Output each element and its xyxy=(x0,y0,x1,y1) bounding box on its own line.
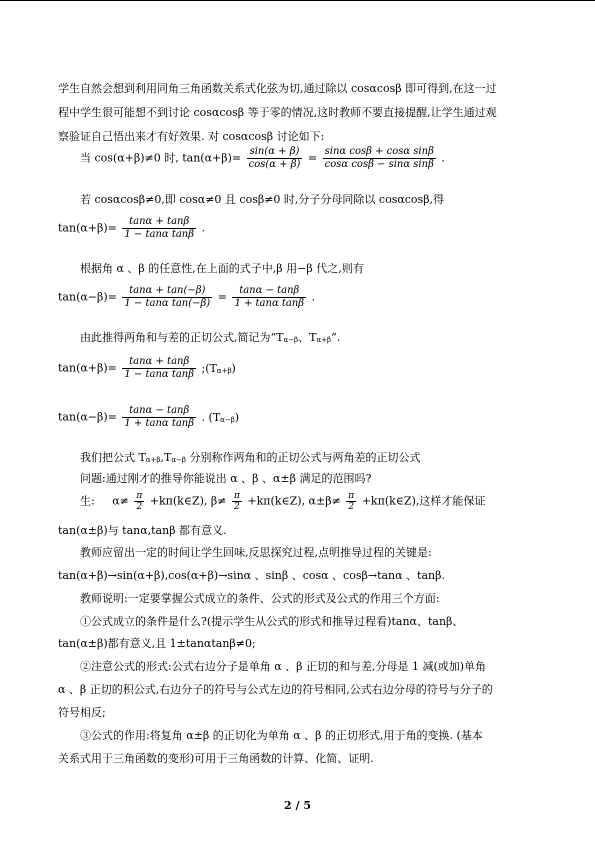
denominator: 2 xyxy=(136,502,143,512)
fraction xyxy=(323,146,436,171)
denominator: 1 + tanα tanβ xyxy=(124,418,195,429)
numerator: sinα cosβ + cosα sinβ xyxy=(324,146,434,157)
text-line: ②注意公式的形式:公式右边分子是单角 α 、β 正切的和与差,分母是 1 减(或加)单角 xyxy=(80,660,487,673)
fraction-pi-over-2 xyxy=(346,491,356,512)
text-run: +kπ(k∈Z),这样才能保证 xyxy=(361,494,486,508)
equation-tan-sum xyxy=(58,216,205,241)
text-run: 、T xyxy=(298,331,317,344)
subscript: α+β xyxy=(145,456,161,464)
numerator: tanα − tanβ xyxy=(232,285,306,298)
denominator: 1 − tanα tanβ xyxy=(124,369,195,380)
text-line: ③公式的作用:将复角 α±β 的正切化为单角 α 、β 的正切形式,用于角的变换. (基本 xyxy=(80,729,483,742)
eq-prefix: tan(α−β)= xyxy=(58,410,117,424)
formula-t-alpha-minus-beta xyxy=(58,405,239,430)
text-line: tan(α+β)→sin(α+β),cos(α+β)→sinα 、sinβ 、cosα 、cosβ→tanα 、tanβ. xyxy=(58,569,445,582)
text-run: α≠ xyxy=(112,494,129,508)
equals-sign: = xyxy=(307,151,318,165)
text-line: 察验证自己悟出来才有好效果. 对 cosαcosβ 讨论如下: xyxy=(58,130,325,143)
tag-text: ;(T xyxy=(201,361,217,375)
text-line: 关系式用于三角函数的变形)可用于三角函数的计算、化简、证明. xyxy=(58,752,374,765)
text-run: 分别称作两角和的正切公式与两角差的正切公式 xyxy=(185,451,421,464)
page-number: 2 / 5 xyxy=(284,799,311,812)
fraction xyxy=(232,285,306,310)
eq-prefix: tan(α−β)= xyxy=(58,290,117,304)
text-run: 由此推得两角和与差的正切公式,简记为“T xyxy=(80,331,284,344)
formula-tag xyxy=(202,362,236,375)
subscript: α+β xyxy=(216,366,232,375)
denominator: 1 + tanα tanβ xyxy=(234,298,305,309)
numerator: π xyxy=(348,491,355,501)
text-line: 学生自然会想到利用同角三角函数关系式化弦为切,通过除以 cosαcosβ 即可得到,在这一过 xyxy=(58,82,497,95)
subscript: α−β xyxy=(171,456,186,464)
text-run: ,T xyxy=(160,451,172,464)
text-line: ①公式成立的条件是什么?(提示学生从公式的形式和推导过程看)tanα、tanβ、 xyxy=(80,615,464,628)
numerator: tanα − tanβ xyxy=(122,405,196,418)
eq-suffix: . xyxy=(311,290,316,304)
text-line: 若 cosαcosβ≠0,即 cosα≠0 且 cosβ≠0 时,分子分母同除以 cosαcosβ,得 xyxy=(80,193,445,206)
numerator: tanα + tanβ xyxy=(122,216,196,229)
numerator: tanα + tanβ xyxy=(122,356,196,369)
fraction-pi-over-2 xyxy=(232,491,242,512)
text-line: 根据角 α 、β 的任意性,在上面的式子中,β 用−β 代之,则有 xyxy=(80,262,364,275)
tag-text: . (T xyxy=(201,410,221,424)
eq-prefix: tan(α+β)= xyxy=(58,221,117,235)
text-line: tan(α±β)与 tanα,tanβ 都有意义. xyxy=(58,524,227,537)
text-line xyxy=(80,331,340,347)
eq-suffix: . xyxy=(441,151,445,165)
speaker-label: 生: xyxy=(80,494,95,508)
fraction xyxy=(122,216,196,241)
fraction xyxy=(122,405,196,430)
text-line: 教师说明:一定要掌握公式成立的条件、公式的形式及公式的作用三个方面: xyxy=(80,592,440,605)
equation-tan-sum-sin-cos xyxy=(80,146,445,171)
text-line: 符号相反; xyxy=(58,706,106,719)
header-rule xyxy=(0,0,595,1)
numerator: π xyxy=(234,491,240,501)
denominator: 2 xyxy=(234,502,240,512)
tag-text: ) xyxy=(234,410,240,424)
fraction-pi-over-2 xyxy=(134,491,144,512)
text-run: +kπ(k∈Z), α±β≠ xyxy=(247,494,341,508)
student-answer-line xyxy=(80,491,485,512)
formula-t-alpha-plus-beta xyxy=(58,356,236,381)
denominator: 2 xyxy=(348,502,355,512)
text-line: 程中学生很可能想不到讨论 cosαcosβ 等于零的情况,这时教师不要直接提醒,让学生通过观 xyxy=(58,106,497,119)
equals-sign: = xyxy=(217,290,227,304)
text-run: 我们把公式 T xyxy=(80,451,146,464)
denominator: 1 − tanα tanβ xyxy=(124,229,195,240)
tag-text: ) xyxy=(231,361,236,375)
text-run: +kπ(k∈Z), β≠ xyxy=(149,494,227,508)
text-line: 教师应留出一定的时间让学生回味,反思探究过程,点明推导过程的关键是: xyxy=(80,546,432,559)
equation-tan-diff-derivation xyxy=(58,285,315,310)
eq-prefix: tan(α+β)= xyxy=(58,361,117,375)
question-line: 问题:通过刚才的推导你能说出 α 、β 、α±β 满足的范围吗? xyxy=(80,472,372,485)
text-line xyxy=(80,451,420,467)
denominator: cosα cosβ − sinα sinβ xyxy=(324,159,434,170)
denominator: 1 − tanα tan(−β) xyxy=(124,298,211,309)
text-run: ”. xyxy=(331,331,341,344)
eq-prefix: 当 cos(α+β)≠0 时, tan(α+β)= xyxy=(80,151,242,165)
numerator: tanα + tan(−β) xyxy=(122,285,212,298)
numerator: sin(α + β) xyxy=(247,146,303,159)
text-line: α 、β 正切的积公式,右边分子的符号与公式左边的符号相同,公式右边分母的符号与分子的 xyxy=(58,683,493,696)
fraction xyxy=(247,146,303,171)
subscript: α−β xyxy=(283,336,299,344)
subscript: α−β xyxy=(220,415,235,424)
eq-suffix: . xyxy=(201,221,206,235)
denominator: cos(α + β) xyxy=(248,159,301,170)
subscript: α+β xyxy=(316,336,332,344)
numerator: π xyxy=(136,491,143,501)
formula-tag xyxy=(202,411,240,424)
text-line: tan(α±β)都有意义,且 1±tanαtanβ≠0; xyxy=(58,637,256,650)
fraction xyxy=(122,285,212,310)
fraction xyxy=(122,356,196,381)
